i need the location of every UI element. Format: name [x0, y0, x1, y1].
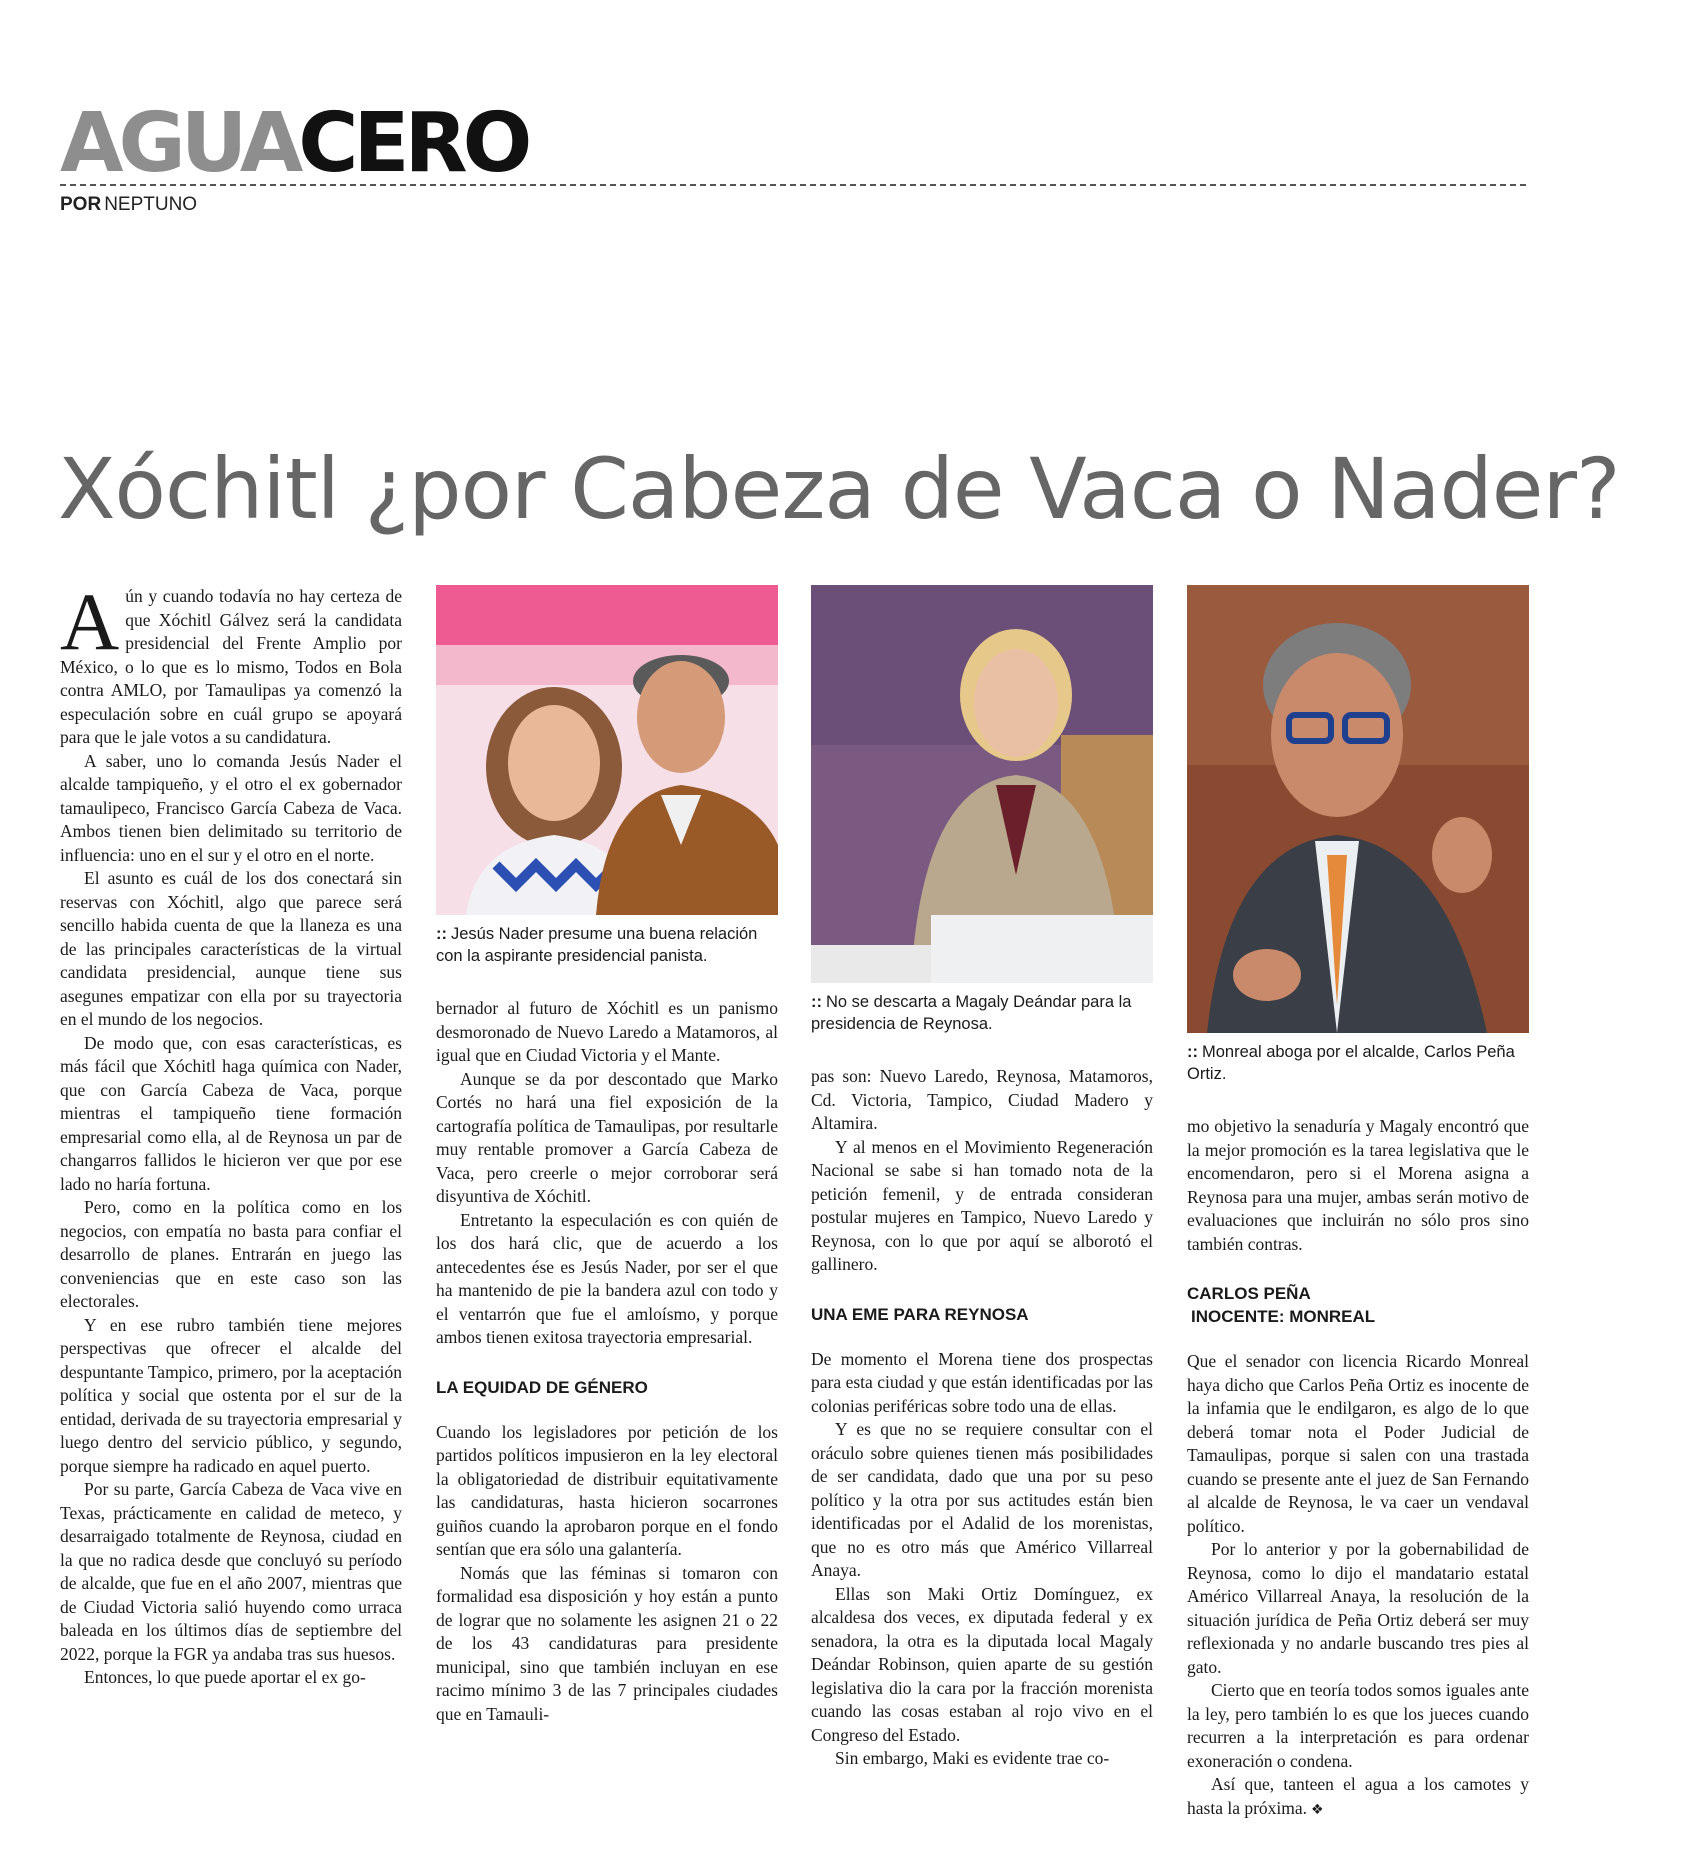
column-1 [60, 576, 402, 1690]
masthead [60, 96, 528, 191]
col4-paragraph-4: Cierto que en teoría todos somos iguales ante la ley, pero también lo es que los jueces cuando recurren a la interpretación es para ordenar exoneración o condena. [1187, 1680, 1529, 1771]
byline-author: NEPTUNO [104, 194, 198, 215]
photo-caption-1: :: Jesús Nader presume una buena relación con la aspirante presidencial panista. [436, 925, 758, 965]
caption-mark: :: [1187, 1043, 1198, 1061]
col2-paragraph-4: Cuando los legisladores por petición de los partidos políticos impusieron en la ley electoral la obligatoriedad de distribuir equitativamente las candidaturas, hasta hicieron socarrones guiños cuando la aprobaron porque en el fondo sentían que era sólo una galantería. [436, 1421, 778, 1559]
caption-mark: :: [811, 993, 822, 1011]
masthead-agua: AGUA [60, 96, 299, 191]
col1-paragraph-4: De modo que, con esas características, es más fácil que Xóchitl haga química con Nader, que con García Cabeza de Vaca, porque mientras el tampiqueño tiene formación empresarial como ella, al de Reynosa un par de changarros fallidos le hicieron ver que por ese lado no haría fortuna. [60, 1032, 402, 1194]
column-2 [436, 585, 778, 1726]
column-4 [1187, 585, 1529, 1822]
headline: Xóchitl ¿por Cabeza de Vaca o Nader? [58, 440, 1620, 538]
col2-paragraph-3: Entretanto la especulación es con quién de los dos hará clic, que de acuerdo a los antecedentes ése es Jesús Nader, por ser el que ha mantenido de pie la bandera azul con todo y el ventarrón que fue el amloísmo, y porque ambos tienen exitosa trayectoria empresarial. [436, 1209, 778, 1347]
subhead-equidad: LA EQUIDAD DE GÉNERO [436, 1377, 648, 1397]
masthead-cero: CERO [298, 96, 528, 191]
dashed-divider [60, 184, 1526, 186]
col1-paragraph-8: Entonces, lo que puede aportar el ex go- [84, 1667, 366, 1687]
col1-paragraph-1: Aún y cuando todavía no hay certeza de que Xóchitl Gálvez será la candidata presidencial del Frente Amplio por México, o lo que es lo mismo, Todos en Bola contra AMLO, por Tamaulipas ya comenzó la especulación sobre en cuál grupo se apoyará para que le jale votos a su candidatura. [60, 576, 402, 747]
dropcap: A [60, 576, 120, 667]
photo-monreal [1187, 585, 1529, 1033]
col4-paragraph-5: Así que, tanteen el agua a los camotes y hasta la próxima. ❖ [1187, 1774, 1529, 1818]
col2-paragraph-5: Nomás que las féminas si tomaron con formalidad esa disposición y hoy están a punto de lograr que no solamente les asignen 21 o 22 de los 43 candidaturas para presidente municipal, sino que también incluyan en ese racimo mínimo 3 de las 7 principales ciudades que en Tamauli- [436, 1562, 778, 1724]
col1-paragraph-5: Pero, como en la política como en los negocios, con empatía no basta para confiar el desarrollo de planes. Entrarán en juego las conveniencias que en este caso son las electorales. [60, 1197, 402, 1311]
col1-paragraph-2: A saber, uno lo comanda Jesús Nader el alcalde tampiqueño, y el otro el ex gobernador tamaulipeco, Francisco García Cabeza de Vaca. Ambos tienen bien delimitado su territorio de influencia: uno en el sur y el otro en el norte. [60, 750, 402, 865]
byline-prefix: POR [60, 194, 102, 215]
col2-paragraph-1: bernador al futuro de Xóchitl es un panismo desmoronado de Nuevo Laredo a Matamoros, al igual que en Ciudad Victoria y el Mante. [436, 998, 778, 1065]
col2-paragraph-2: Aunque se da por descontado que Marko Cortés no hará una fiel exposición de la cartografía política de Tamaulipas, por resultarle muy rentable promover a García Cabeza de Vaca, pero creerle o mejor corroborar será disyuntiva de Xóchitl. [436, 1068, 778, 1206]
col1-paragraph-3: El asunto es cuál de los dos conectará sin reservas con Xóchitl, algo que parece será sencillo habida cuenta de que la llaneza es una de las principales características de la virtual candidata presidencial, aunque tiene sus asegunes empatizar con ella por su trayectoria en el mundo de los negocios. [60, 868, 402, 1029]
col3-paragraph-1: pas son: Nuevo Laredo, Reynosa, Matamoros, Cd. Victoria, Tampico, Ciudad Madero y Altamira. [811, 1066, 1153, 1133]
subhead-carlos-pena: CARLOS PEÑA INOCENTE: MONREAL [1187, 1284, 1376, 1326]
col3-paragraph-4: Y es que no se requiere consultar con el oráculo sobre quienes tienen más posibilidades de ser candidata, dado que una por su peso político y la otra por sus actitudes están bien identificadas por el Adalid de los morenistas, que no es otro más que Américo Villarreal Anaya. [811, 1419, 1153, 1580]
col4-paragraph-3: Por lo anterior y por la gobernabilidad de Reynosa, como lo dijo el mandatario estatal Américo Villarreal Anaya, la resolución de la situación jurídica de Peña Ortiz deberá ser muy reflexionada y no andarle buscando tres pies al gato. [1187, 1539, 1529, 1677]
photo-nader-xochitl [436, 585, 778, 915]
byline [60, 194, 197, 216]
column-3 [811, 585, 1153, 1771]
col4-paragraph-1: mo objetivo la senaduría y Magaly encontró que la mejor promoción es la tarea legislativa que le encomendaron, pero si el Morena asigna a Reynosa para una mujer, ambas serán motivo de evaluaciones que incluirán no sólo pros sino también contras. [1187, 1116, 1529, 1254]
col3-paragraph-6: Sin embargo, Maki es evidente trae co- [835, 1748, 1110, 1768]
photo-caption-3: :: Monreal aboga por el alcalde, Carlos Peña Ortiz. [1187, 1043, 1515, 1083]
col3-paragraph-3: De momento el Morena tiene dos prospectas para esta ciudad y que están identificadas por las colonias periféricas sobre todo una de ellas. [811, 1348, 1153, 1416]
end-ornament-icon: ❖ [1311, 1801, 1324, 1818]
subhead-eme-reynosa: UNA EME PARA REYNOSA [811, 1304, 1029, 1324]
col3-paragraph-5: Ellas son Maki Ortiz Domínguez, ex alcaldesa dos veces, ex diputada federal y ex senadora, la otra es la diputada local Magaly Deándar Robinson, quien aparte de su gestión legislativa dio la cara por la fracción morenista cuando las cosas estaban al rojo vivo en el Congreso del Estado. [811, 1583, 1153, 1745]
col4-paragraph-2: Que el senador con licencia Ricardo Monreal haya dicho que Carlos Peña Ortiz es inocente de la infamia que le endilgaron, es algo de lo que deberá tomar nota el Poder Judicial de Tamaulipas, porque si salen con una trastada cuando se presente ante el juez de San Fernando al alcalde de Reynosa, le va caer un vendaval político. [1187, 1351, 1529, 1536]
col1-paragraph-6: Y en ese rubro también tiene mejores perspectivas que ofrecer el alcalde del despuntante Tampico, primero, por la aceptación política y social que ostenta por el sur de la entidad, derivada de su trayectoria empresarial y luego dentro del servicio público, y segundo, porque siempre ha radicado en aquel puerto. [60, 1314, 402, 1476]
caption-mark: :: [436, 925, 447, 943]
photo-caption-2: :: No se descarta a Magaly Deándar para la presidencia de Reynosa. [811, 993, 1132, 1033]
col1-paragraph-7: Por su parte, García Cabeza de Vaca vive en Texas, prácticamente en calidad de meteco, y desarraigado totalmente de Reynosa, ciudad en la que no radica desde que concluyó su período de alcalde, que fue en el año 2007, mientras que de Ciudad Victoria salió huyendo como urraca baleada en los últimos días de septiembre del 2022, porque la FGR ya andaba tras sus huesos. [60, 1479, 402, 1664]
col3-paragraph-2: Y al menos en el Movimiento Regeneración Nacional se sabe si han tomado nota de la petición femenil, y de entrada consideran postular mujeres en Tampico, Nuevo Laredo y Reynosa, con lo que por aquí se alborotó el gallinero. [811, 1136, 1153, 1274]
photo-magaly-deandar [811, 585, 1153, 983]
